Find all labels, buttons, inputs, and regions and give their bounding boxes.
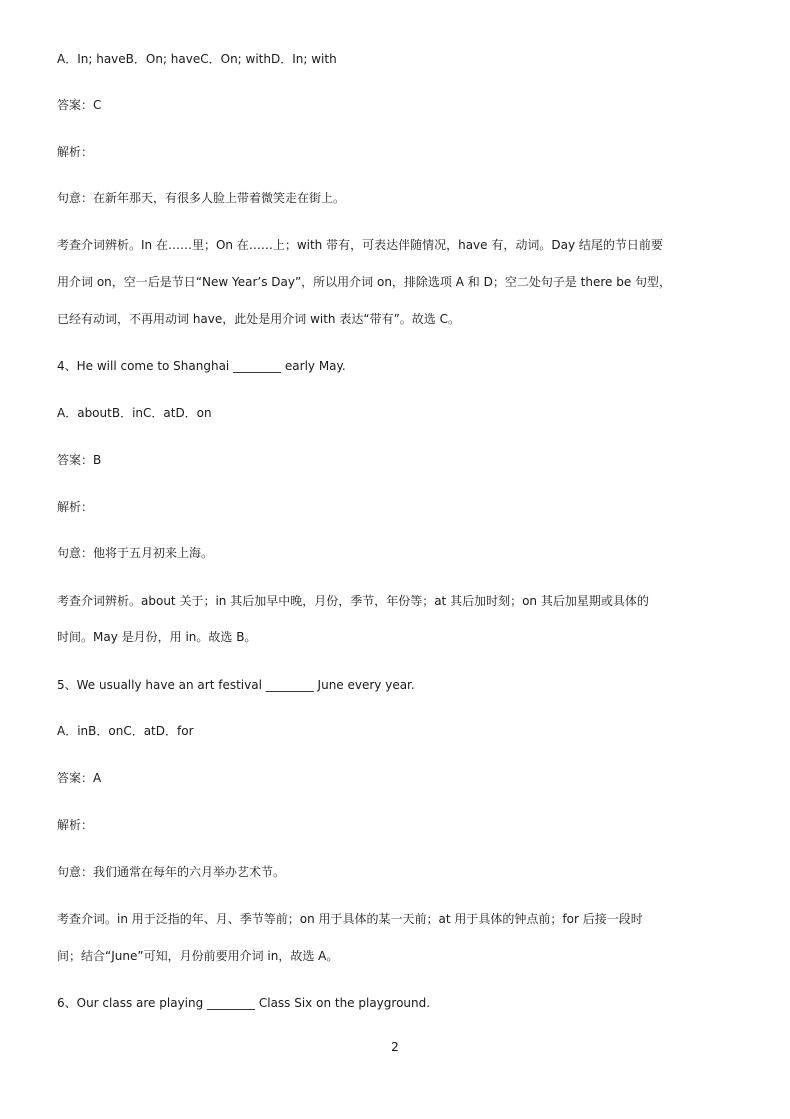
q3-explanation-line-1: 考查介词辨析。In 在……里；On 在……上；with 带有，可表达伴随情况，have 有，动词。Day 结尾的节日前要 xyxy=(57,238,663,252)
q3-explanation-line-2: 用介词 on，空一后是节日“New Year’s Day”，所以用介词 on，排除选项 A 和 D；空二处句子是 there be 句型， xyxy=(57,275,672,289)
q5-analysis-label: 解析： xyxy=(57,818,94,832)
q4-answer: 答案：B xyxy=(57,453,102,467)
q5-question: 5、We usually have an art festival ________ June every year. xyxy=(57,678,415,692)
q4-question: 4、He will come to Shanghai ________ early May. xyxy=(57,359,346,373)
q3-analysis-label: 解析： xyxy=(57,145,94,159)
q5-options: A．inB．onC．atD．for xyxy=(57,724,194,738)
q5-explanation-line-1: 考查介词。in 用于泛指的年、月、季节等前；on 用于具体的某一天前；at 用于具体的钟点前；for 后接一段时 xyxy=(57,912,643,926)
q4-explanation-line-1: 考查介词辨析。about 关于；in 其后加早中晚，月份，季节，年份等；at 其后加时刻；on 其后加星期或具体的 xyxy=(57,594,649,608)
q3-meaning: 句意：在新年那天，有很多人脸上带着微笑走在街上。 xyxy=(57,191,346,205)
q3-answer: 答案：C xyxy=(57,98,102,112)
q6-question: 6、Our class are playing ________ Class Six on the playground. xyxy=(57,996,431,1010)
q5-meaning: 句意：我们通常在每年的六月举办艺术节。 xyxy=(57,865,286,879)
q4-options: A．aboutB．inC．atD．on xyxy=(57,406,212,420)
q4-meaning: 句意：他将于五月初来上海。 xyxy=(57,546,214,560)
q5-explanation-line-2: 间；结合“June”可知，月份前要用介词 in，故选 A。 xyxy=(57,949,339,963)
q3-explanation-line-3: 已经有动词，不再用动词 have，此处是用介词 with 表达“带有”。故选 C。 xyxy=(57,312,460,326)
q4-explanation-line-2: 时间。May 是月份，用 in。故选 B。 xyxy=(57,630,257,644)
page-number: 2 xyxy=(391,1040,399,1054)
q5-answer: 答案：A xyxy=(57,771,102,785)
q4-analysis-label: 解析： xyxy=(57,500,94,514)
q3-options: A．In; haveB．On; haveC．On; withD．In; with xyxy=(57,52,337,66)
